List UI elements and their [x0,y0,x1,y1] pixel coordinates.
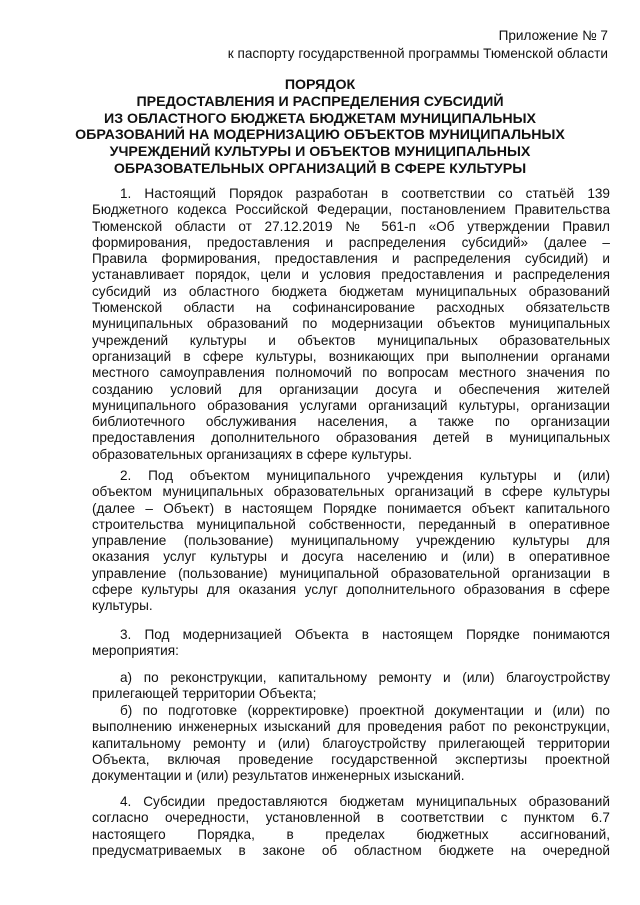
paragraph-line: прилегающей территории Объекта; [92,686,317,702]
paragraph-line: формирования, предоставления и распределения субсидий» (далее – [92,234,610,250]
paragraph-line: капитальному ремонту и (или) благоустройству прилегающей территории [92,735,610,751]
paragraph-2 [92,468,610,615]
paragraph-line: 2. Под объектом муниципального учреждения культуры и (или) [120,468,610,483]
title-line: ИЗ ОБЛАСТНОГО БЮДЖЕТА БЮДЖЕТАМ МУНИЦИПАЛЬНЫХ [104,110,536,127]
title-line: ОБРАЗОВАНИЙ НА МОДЕРНИЗАЦИЮ ОБЪЕКТОВ МУНИЦИПАЛЬНЫХ [75,127,565,144]
paragraph-4 [92,794,610,859]
paragraph-line: б) по подготовке (корректировке) проектной документации и (или) по [120,703,610,718]
paragraph-3b [92,703,610,784]
title-line: ОБРАЗОВАТЕЛЬНЫХ ОРГАНИЗАЦИЙ В СФЕРЕ КУЛЬТУРЫ [113,160,527,177]
paragraph-line: объектом муниципальных образовательных организаций в сфере культуры [92,484,610,500]
paragraph-line: муниципального образования услугами организаций культуры, организации [92,397,610,413]
document-title [60,77,580,178]
paragraph-line: предоставления дополнительного образования детей в муниципальных [92,430,610,446]
paragraph-line: Правила формирования, предоставления и распределения субсидий) и [92,251,610,267]
title-line: УЧРЕЖДЕНИЙ КУЛЬТУРЫ И ОБЪЕКТОВ МУНИЦИПАЛЬНЫХ [109,144,531,161]
paragraph-line: согласно очередности, установленной в соответствии с пунктом 6.7 [92,810,610,826]
paragraph-line: 4. Субсидии предоставляются бюджетам муниципальных образований [120,794,610,809]
paragraph-line: управление (пользование) муниципальному учреждению культуры для [92,533,610,549]
paragraph-line: (далее – Объект) в настоящем Порядке понимается объект капитального [92,500,610,516]
appendix-reference: к паспорту государственной программы Тюменской области [227,46,608,61]
paragraph-line: Бюджетного кодекса Российской Федерации, постановлением Правительства [92,202,610,218]
paragraph-line: а) по реконструкции, капитальному ремонту и (или) благоустройству [120,670,610,685]
title-line: ПРЕДОСТАВЛЕНИЯ И РАСПРЕДЕЛЕНИЯ СУБСИДИЙ [136,93,504,110]
paragraph-line: Объекта, включая проведение государственной экспертизы проектной [92,751,610,767]
paragraph-line: учреждений культуры и объектов муниципальных образовательных [92,332,610,348]
paragraph-3a [92,670,610,703]
paragraph-line: местного самоуправления полномочий по вопросам местного значения по [92,365,610,381]
paragraph-line: субсидий из областного бюджета бюджетам муниципальных образований [92,283,610,299]
paragraph-1 [92,186,610,463]
appendix-number: Приложение № 7 [498,28,608,43]
paragraph-line: мероприятия: [92,643,179,659]
paragraph-line: настоящего Порядка, в пределах бюджетных ассигнований, [92,826,610,842]
paragraph-line: документации и (или) результатов инженерных изысканий. [92,768,465,784]
paragraph-line: сфере культуры для оказания услуг дополнительного образования в сфере [92,582,610,598]
paragraph-line: организаций в сфере культуры, возникающих при выполнении органами [92,348,610,364]
paragraph-line: строительства муниципальной собственности, переданный в оперативное [92,516,610,532]
paragraph-3 [92,627,610,660]
paragraph-line: оказания услуг культуры и досуга населению и (или) в оперативное [92,549,610,565]
title-line: ПОРЯДОК [284,77,356,93]
paragraph-line: выполнению инженерных изысканий для проведения работ по реконструкции, [92,719,610,735]
paragraph-line: культуры. [92,598,153,614]
paragraph-line: предусматриваемых в законе об областном бюджете на очередной [92,842,610,858]
paragraph-line: созданию условий для организации досуга и обеспечения жителей [92,381,610,397]
paragraph-line: устанавливает порядок, цели и условия предоставления и распределения [92,267,610,283]
paragraph-line: образовательных организациях в сфере культуры. [92,446,412,462]
paragraph-line: муниципальных образований по модернизации объектов муниципальных [92,316,610,332]
paragraph-line: управление (пользование) муниципальной образовательной организации в [92,565,610,581]
paragraph-line: 3. Под модернизацией Объекта в настоящем Порядке понимаются [120,627,610,642]
paragraph-line: библиотечного обслуживания населения, а также по организации [92,414,610,430]
paragraph-line: Тюменской области на софинансирование расходных обязательств [92,300,610,316]
paragraph-line: Тюменской области от 27.12.2019 № 561-п «Об утверждении Правил [92,218,610,234]
paragraph-line: 1. Настоящий Порядок разработан в соответствии со статьёй 139 [120,186,610,201]
